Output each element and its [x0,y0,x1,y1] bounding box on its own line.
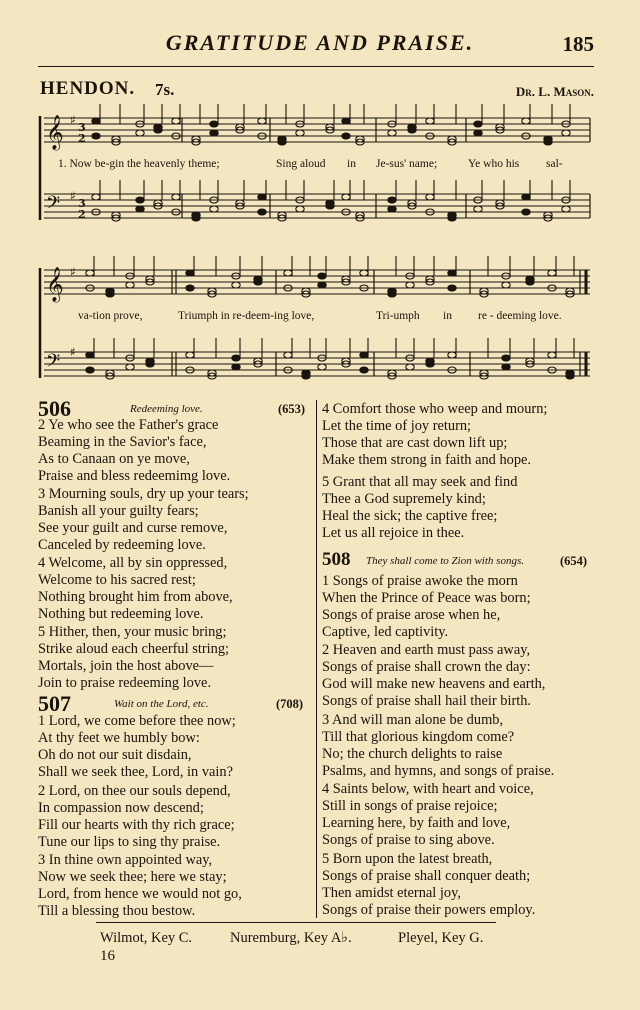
note-head [258,194,266,200]
verse-line: Till that glorious kingdom come? [322,729,515,745]
note-head [154,127,162,133]
verse-line: Heal the sick; the captive free; [322,508,498,524]
note-head [522,194,530,200]
verse-line: Shall we seek thee, Lord, in vain? [38,764,234,780]
music-lyric: Ye who his [468,158,520,170]
note-head [186,285,194,291]
composer: Dr. L. Mason. [515,84,594,99]
note-head [562,206,570,212]
note-head [502,355,510,361]
note-head [502,364,510,370]
verse-line: Banish all your guilty fears; [38,503,199,519]
verse-line: Let us all rejoice in thee. [322,525,465,541]
svg-text:♯: ♯ [70,113,76,127]
tune-name: HENDON. [40,78,136,99]
hymn-reference: (708) [276,697,304,711]
note-head [388,206,396,212]
note-head [408,127,416,133]
verse-line: At thy feet we humbly bow: [38,730,200,746]
note-head [388,291,396,297]
staff-system1-treble [44,118,590,142]
music-lyric: Tri-umph [376,310,420,322]
note-head [548,352,556,358]
verse-line: Lord, from hence we would not go, [38,886,242,902]
music-lyric: Je-sus' name; [376,158,438,170]
verse-line: Captive, led captivity. [322,624,449,640]
note-head [86,352,94,358]
music-score [0,0,640,400]
svg-text:2: 2 [78,208,86,221]
note-head [136,130,144,136]
note-head [448,215,456,221]
svg-text:3: 3 [78,197,86,210]
note-head [258,118,266,124]
note-head [92,118,100,124]
treble-clef-icon: 𝄞 [46,115,64,150]
staff-system1-bass [44,194,590,218]
verse-line: Let the time of joy return; [322,418,472,434]
running-title: GRATITUDE AND PRAISE. [165,30,475,55]
verse-line: Psalms, and hymns, and songs of praise. [322,763,555,779]
stanza [38,555,233,623]
treble-clef-icon: 𝄞 [46,267,64,302]
note-head [210,206,218,212]
verse-line: 3 In thine own appointed way, [38,852,213,868]
hymn-number: 506 [38,396,71,421]
note-head [474,130,482,136]
note-head [186,352,194,358]
alternate-tune: Pleyel, Key G. [398,930,484,946]
stanza [322,474,517,542]
stanza [322,401,547,469]
note-head [126,282,134,288]
stanza [38,783,235,851]
note-head [186,270,194,276]
note-head [106,291,114,297]
note-head [426,194,434,200]
note-head [318,273,326,279]
note-head [86,367,94,373]
note-head [302,373,310,379]
verse-line: 2 Heaven and earth must pass away, [322,642,531,658]
hymn-theme: They shall come to Zion with songs. [366,555,524,567]
verse-line: Songs of praise to sing above. [322,832,495,848]
stanza [38,486,249,554]
note-head [136,206,144,212]
music-lyric: sal- [546,158,563,170]
verse-line: 4 Welcome, all by sin oppressed, [38,555,228,571]
signature-mark: 16 [100,948,115,964]
note-head [342,194,350,200]
note-head [172,118,180,124]
svg-text:3: 3 [78,121,86,134]
note-head [232,282,240,288]
note-head [296,130,304,136]
note-head [210,130,218,136]
note-head [474,121,482,127]
music-lyric: Sing aloud [276,158,326,170]
note-head [86,270,94,276]
verse-line: 5 Hither, then, your music bring; [38,624,227,640]
verse-line: Songs of praise shall hail their birth. [322,693,532,709]
verse-line: Praise and bless redeemimg love. [38,468,231,484]
verse-line: 4 Comfort those who weep and mourn; [322,401,548,417]
verse-line: Thee a God supremely kind; [322,491,486,507]
verse-line: No; the church delights to raise [322,746,503,762]
note-head [426,118,434,124]
verse-line: Welcome to his sacred rest; [38,572,196,588]
verse-line: 1 Songs of praise awoke the morn [322,573,518,589]
verse-line: 4 Saints below, with heart and voice, [322,781,534,797]
hymn-reference: (653) [278,402,306,416]
verse-line: In compassion now descend; [38,800,204,816]
music-lyric: re - deeming love. [478,310,562,322]
note-head [126,364,134,370]
hymn-number: 507 [38,691,71,716]
tune-meter: 7s. [155,80,175,99]
note-head [146,361,154,367]
bass-clef-icon: 𝄢 [46,193,61,218]
note-head [526,279,534,285]
note-head [562,130,570,136]
note-head [232,355,240,361]
music-lyric: in [443,310,452,322]
verse-line: 5 Born upon the latest breath, [322,851,493,867]
note-head [522,209,530,215]
hymn-theme: Wait on the Lord, etc. [114,698,209,710]
hymn-reference: (654) [560,554,588,568]
note-head [406,364,414,370]
note-head [448,285,456,291]
verse-line: Fill our hearts with thy rich grace; [38,817,235,833]
svg-text:2: 2 [78,132,86,145]
verse-line: 2 Ye who see the Father's grace [38,417,219,433]
stanza [38,417,230,485]
verse-line: 5 Grant that all may seek and find [322,474,518,490]
stanza [322,851,535,919]
verse-line: Songs of praise shall crown the day: [322,659,531,675]
note-head [360,367,368,373]
note-head [548,270,556,276]
hymn-number: 508 [322,549,351,570]
verse-line: Songs of praise arose when he, [322,607,501,623]
stanza [322,642,545,710]
bass-clef-icon: 𝄢 [46,351,61,376]
note-head [258,209,266,215]
note-head [544,139,552,145]
verse-line: 3 And will man alone be dumb, [322,712,504,728]
stanza [38,852,242,920]
note-head [566,373,574,379]
verse-line: Now we seek thee; here we stay; [38,869,227,885]
note-head [92,194,100,200]
verse-line: Nothing but redeeming love. [38,606,204,622]
verse-line: Strike aloud each cheerful string; [38,641,230,657]
verse-line: Tune our lips to sing thy praise. [38,834,221,850]
verse-line: God will make new heavens and earth, [322,676,546,692]
alternate-tune: Wilmot, Key C. [100,930,193,946]
note-head [318,364,326,370]
stanza [38,713,236,781]
note-head [210,121,218,127]
note-head [388,130,396,136]
note-head [406,282,414,288]
note-head [278,139,286,145]
alternate-tune: Nuremburg, Key A♭. [230,930,352,946]
svg-text:♯: ♯ [70,265,76,279]
verse-line: Nothing brought him from above, [38,589,233,605]
verse-line: When the Prince of Peace was born; [322,590,531,606]
note-head [360,352,368,358]
note-head [426,361,434,367]
note-head [232,364,240,370]
verse-line: Oh do not our suit disdain, [38,747,192,763]
note-head [448,352,456,358]
note-head [342,133,350,139]
note-head [502,282,510,288]
note-head [296,206,304,212]
music-lyric: in [347,158,356,170]
verse-line: Songs of praise their powers employ. [322,902,536,918]
stanza [322,781,534,849]
note-head [326,203,334,209]
verse-line: Still in songs of praise rejoice; [322,798,498,814]
music-lyric: Triumph in re-deem-ing love, [178,310,315,322]
footer-rule [96,922,496,923]
note-head [448,270,456,276]
verse-line: Beaming in the Savior's face, [38,434,207,450]
note-head [284,352,292,358]
note-head [360,270,368,276]
verse-line: Mortals, join the host above— [38,658,214,674]
verse-line: Songs of praise shall conquer death; [322,868,531,884]
note-head [136,197,144,203]
verse-line: Join to praise redeeming love. [38,675,212,691]
music-lyric: va-tion prove, [78,310,143,322]
svg-text:♯: ♯ [70,345,76,359]
verse-line: 3 Mourning souls, dry up your tears; [38,486,249,502]
music-lyric: 1. Now be-gin the heavenly theme; [58,158,220,170]
note-head [254,279,262,285]
stanza [322,573,531,641]
verse-line: Till a blessing thou bestow. [38,903,196,919]
stanza [38,624,229,692]
verse-line: Learning here, by faith and love, [322,815,511,831]
note-head [522,118,530,124]
verse-line: As to Canaan on ye move, [38,451,190,467]
svg-text:♯: ♯ [70,189,76,203]
verse-line: 1 Lord, we come before thee now; [38,713,236,729]
hymn-theme: Redeeming love. [130,403,203,415]
note-head [92,133,100,139]
page-number: 185 [562,32,594,56]
note-head [284,270,292,276]
verse-line: 2 Lord, on thee our souls depend, [38,783,231,799]
note-head [318,282,326,288]
verse-line: Canceled by redeeming love. [38,537,206,553]
verse-line: See your guilt and curse remove, [38,520,228,536]
verse-line: Those that are cast down lift up; [322,435,508,451]
stanza [322,712,554,780]
column-divider [316,400,317,918]
note-head [342,118,350,124]
verse-line: Then amidst eternal joy, [322,885,461,901]
verse-line: Make them strong in faith and hope. [322,452,532,468]
note-head [474,206,482,212]
note-head [192,215,200,221]
note-head [388,197,396,203]
note-head [172,194,180,200]
